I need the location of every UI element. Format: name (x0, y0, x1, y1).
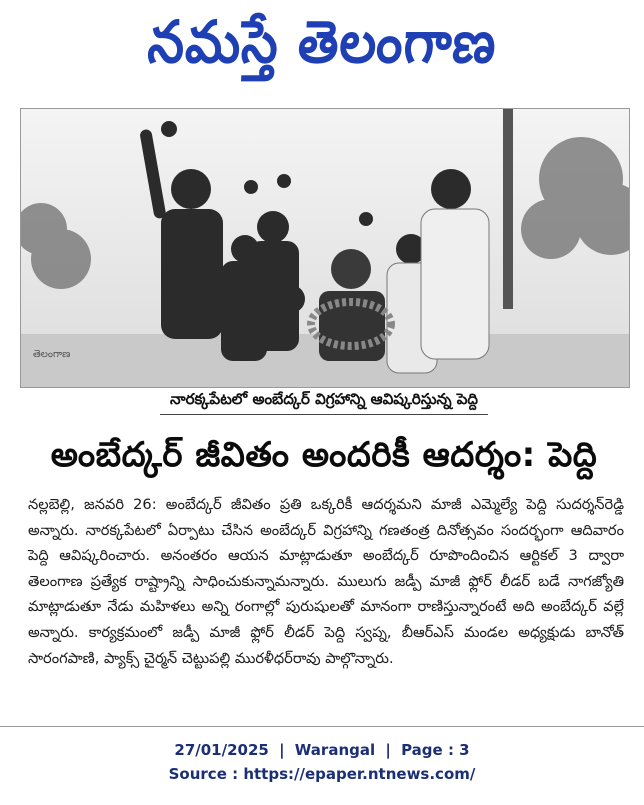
wall-text: తెలంగాణ (33, 349, 71, 360)
edition-line (0, 738, 644, 762)
source-label: Source : (168, 765, 244, 783)
edition-name: Warangal (294, 741, 376, 759)
photo-caption (20, 388, 628, 418)
footer-divider (0, 726, 644, 727)
source-line (0, 762, 644, 786)
page-number: Page : 3 (401, 741, 470, 759)
newspaper-logo: నమస్తే తెలంగాణ (145, 9, 499, 77)
photo-illustration (21, 109, 629, 387)
separator: | (385, 741, 391, 759)
footer (0, 738, 644, 786)
source-link[interactable]: https://epaper.ntnews.com/ (243, 765, 476, 783)
article-body (28, 492, 624, 702)
news-photo (20, 108, 630, 388)
masthead (0, 0, 644, 92)
article-paragraph: నల్లబెల్లి, జనవరి 26: అంబేద్కర్ జీవితం ప్రతి ఒక్కరికీ ఆదర్శమని మాజీ ఎమ్మెల్యే పెద్ది సుదర్శన్‌రెడ్డి అన్నారు. నారక్కపేటలో ఏర్పాటు చేసిన అంబేద్కర్ విగ్రహాన్ని గణతంత్ర దినోత్సవం సందర్భంగా ఆదివారం పెద్ది ఆవిష్కరించారు. అనంతరం ఆయన మాట్లాడుతూ అంబేద్కర్ రూపొందించిన ఆర్టికల్ 3 ద్వారా తెలంగాణ ప్రత్యేక రాష్ట్రాన్ని సాధించుకున్నామన్నారు. ములుగు జడ్పీ మాజీ ఫ్లోర్ లీడర్ బడే నాగజ్యోతి మాట్లాడుతూ నేడు మహిళలు అన్ని రంగాల్లో పురుషులతో మానంగా రాణిస్తున్నారంటే అది అంబేద్కర్ వల్లే అన్నారు. కార్యక్రమంలో జడ్పీ మాజీ ఫ్లోర్ లీడర్ పెద్ది స్వప్న, బీఆర్ఎస్ మండల అధ్యక్షుడు బానోత్ సారంగపాణి, ప్యాక్స్ చైర్మన్ చెట్టుపల్లి మురళీధర్‌రావు పాల్గొన్నారు. (28, 496, 624, 667)
separator: | (279, 741, 285, 759)
photo-caption-text: నారక్కపేటలో అంబేద్కర్ విగ్రహాన్ని ఆవిష్కరిస్తున్న పెద్ది (160, 388, 488, 415)
headline: అంబేద్కర్ జీవితం అందరికీ ఆదర్శం: పెద్ది (50, 435, 598, 475)
edition-date: 27/01/2025 (174, 741, 269, 759)
